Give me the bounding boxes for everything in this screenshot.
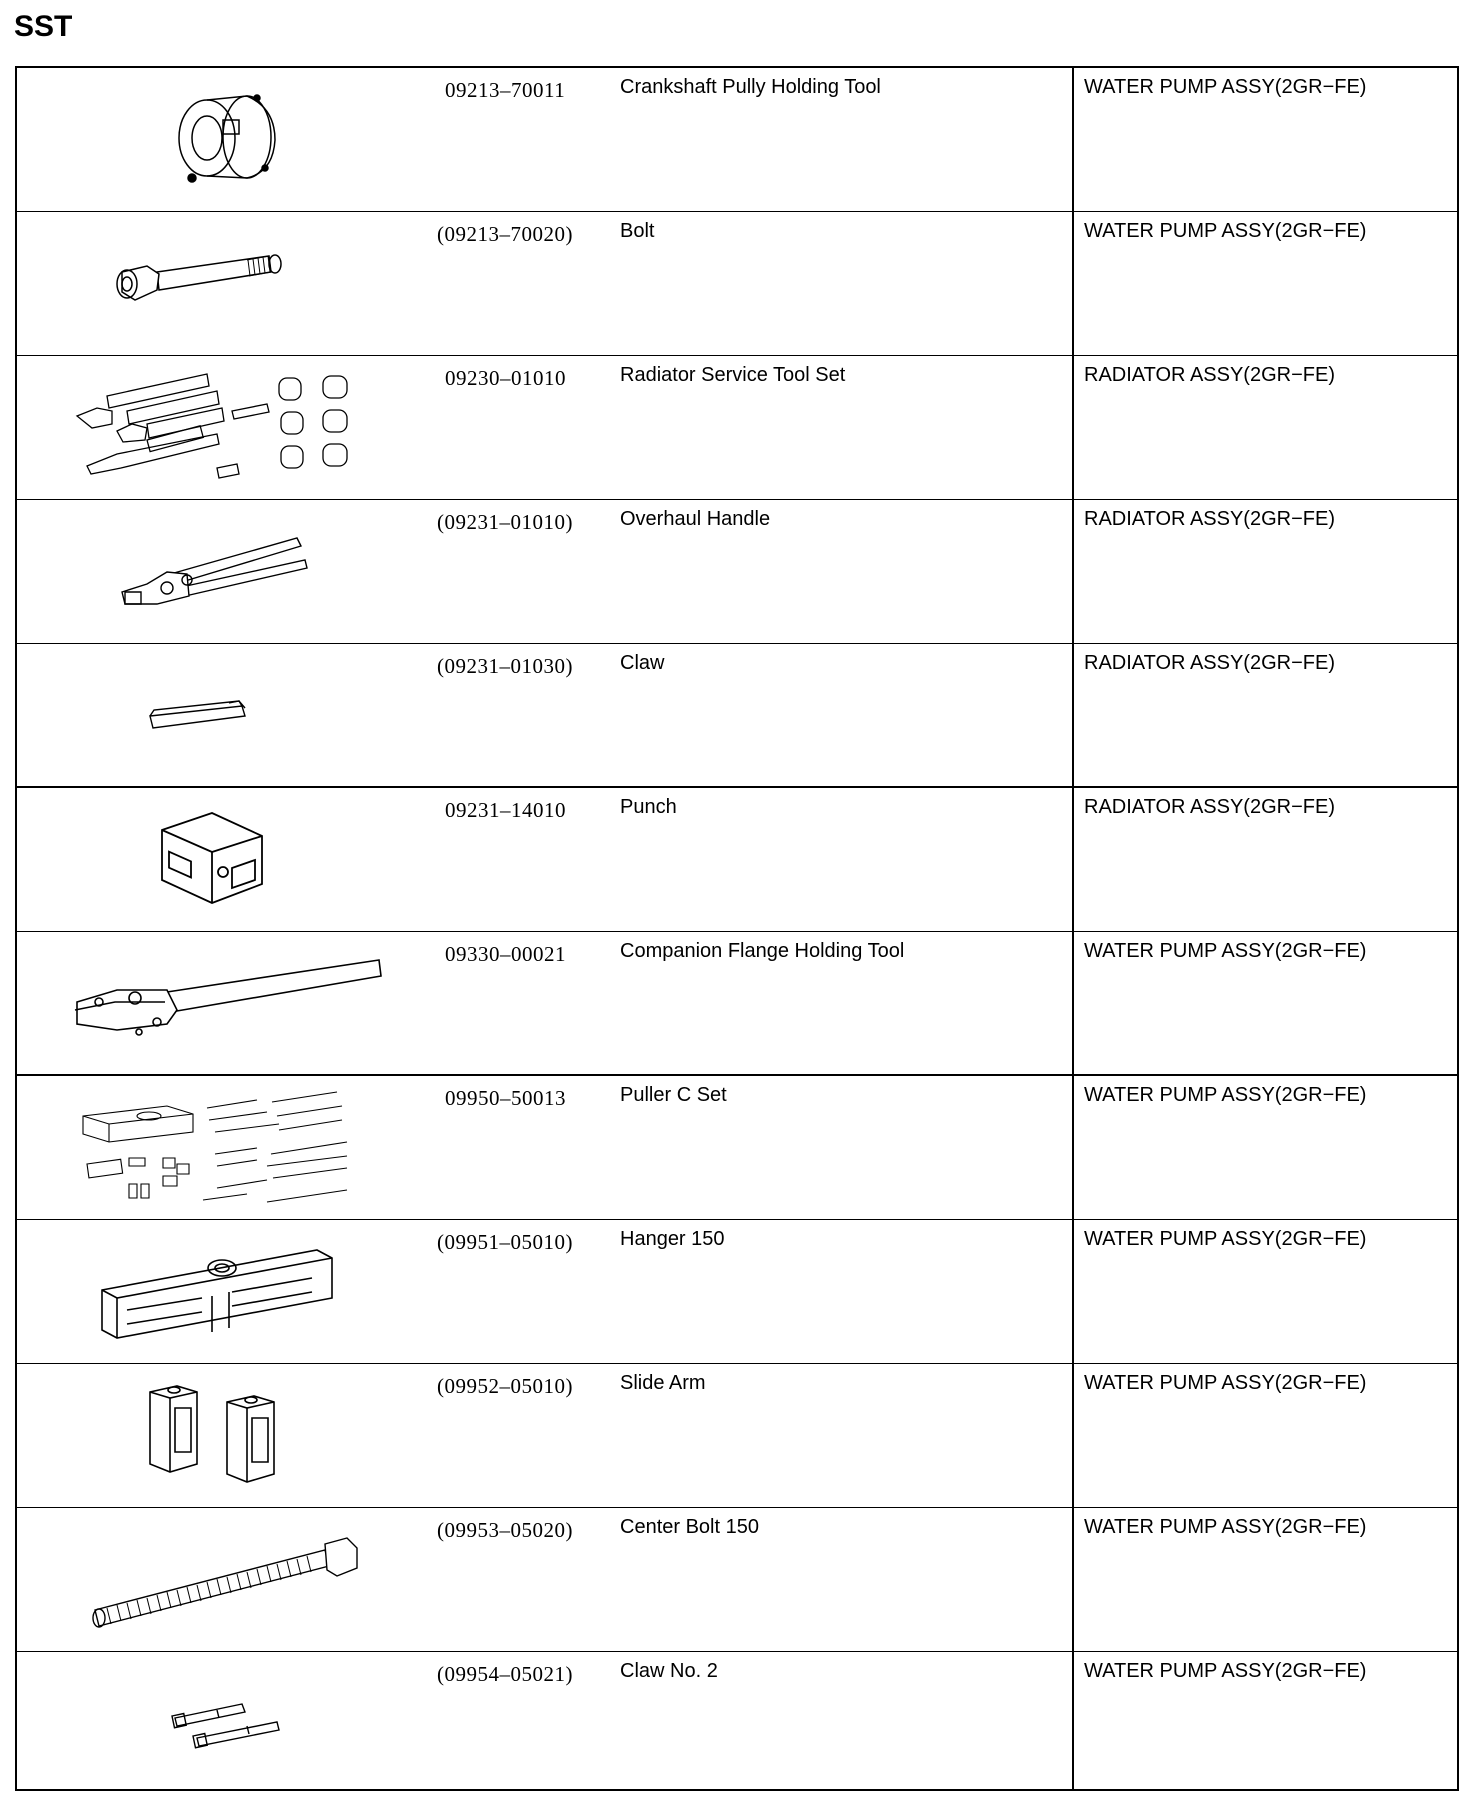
tool-name: Claw No. 2 bbox=[620, 1660, 718, 1682]
table-row bbox=[17, 644, 1457, 788]
radiator-service-tool-set-icon bbox=[17, 356, 432, 499]
table-row bbox=[17, 788, 1457, 932]
part-number: (09953–05020) bbox=[437, 1518, 573, 1542]
part-number: 09950–50013 bbox=[445, 1086, 566, 1110]
tool-name: Companion Flange Holding Tool bbox=[620, 940, 905, 962]
tool-name: Overhaul Handle bbox=[620, 508, 771, 530]
part-number: 09330–00021 bbox=[445, 942, 566, 966]
tool-name: Claw bbox=[620, 652, 665, 674]
usage-section: WATER PUMP ASSY(2GR−FE) bbox=[1084, 220, 1367, 242]
part-number: (09213–70020) bbox=[437, 222, 573, 246]
claw-icon bbox=[17, 644, 432, 787]
table-row bbox=[17, 500, 1457, 644]
tool-name: Center Bolt 150 bbox=[620, 1516, 759, 1538]
part-number: 09213–70011 bbox=[445, 78, 566, 102]
table-row bbox=[17, 1652, 1457, 1789]
usage-section: WATER PUMP ASSY(2GR−FE) bbox=[1084, 940, 1367, 962]
bolt-icon bbox=[17, 212, 432, 355]
usage-section: RADIATOR ASSY(2GR−FE) bbox=[1084, 364, 1335, 386]
part-number: 09230–01010 bbox=[445, 366, 566, 390]
usage-section: WATER PUMP ASSY(2GR−FE) bbox=[1084, 1228, 1367, 1250]
part-number: 09231–14010 bbox=[445, 798, 566, 822]
usage-section: WATER PUMP ASSY(2GR−FE) bbox=[1084, 1660, 1367, 1682]
table-row bbox=[17, 1508, 1457, 1652]
usage-section: WATER PUMP ASSY(2GR−FE) bbox=[1084, 76, 1367, 98]
tool-name: Bolt bbox=[620, 220, 655, 242]
usage-section: RADIATOR ASSY(2GR−FE) bbox=[1084, 508, 1335, 530]
part-number: (09952–05010) bbox=[437, 1374, 573, 1398]
puller-c-set-icon bbox=[17, 1076, 432, 1219]
crankshaft-pulley-holding-tool-icon bbox=[17, 68, 432, 211]
part-number: (09954–05021) bbox=[437, 1662, 573, 1686]
tool-name: Hanger 150 bbox=[620, 1228, 725, 1250]
table-row bbox=[17, 356, 1457, 500]
usage-section: WATER PUMP ASSY(2GR−FE) bbox=[1084, 1516, 1367, 1538]
tool-name: Crankshaft Pully Holding Tool bbox=[620, 76, 881, 98]
usage-section: WATER PUMP ASSY(2GR−FE) bbox=[1084, 1084, 1367, 1106]
table-row bbox=[17, 212, 1457, 356]
slide-arm-icon bbox=[17, 1364, 432, 1507]
usage-section: RADIATOR ASSY(2GR−FE) bbox=[1084, 652, 1335, 674]
part-number: (09951–05010) bbox=[437, 1230, 573, 1254]
table-row bbox=[17, 68, 1457, 212]
part-number: (09231–01030) bbox=[437, 654, 573, 678]
hanger-icon bbox=[17, 1220, 432, 1363]
tool-name: Radiator Service Tool Set bbox=[620, 364, 846, 386]
table-row bbox=[17, 1364, 1457, 1508]
tool-name: Puller C Set bbox=[620, 1084, 727, 1106]
part-number: (09231–01010) bbox=[437, 510, 573, 534]
claw-no2-icon bbox=[17, 1652, 432, 1795]
center-bolt-icon bbox=[17, 1508, 432, 1651]
tool-name: Slide Arm bbox=[620, 1372, 706, 1394]
punch-icon bbox=[17, 788, 432, 931]
usage-section: RADIATOR ASSY(2GR−FE) bbox=[1084, 796, 1335, 818]
companion-flange-holding-tool-icon bbox=[17, 932, 432, 1075]
overhaul-handle-icon bbox=[17, 500, 432, 643]
sst-table bbox=[15, 66, 1459, 1791]
table-row bbox=[17, 1076, 1457, 1220]
tool-name: Punch bbox=[620, 796, 677, 818]
usage-section: WATER PUMP ASSY(2GR−FE) bbox=[1084, 1372, 1367, 1394]
table-row bbox=[17, 932, 1457, 1076]
table-row bbox=[17, 1220, 1457, 1364]
page-title: SST bbox=[14, 10, 73, 43]
